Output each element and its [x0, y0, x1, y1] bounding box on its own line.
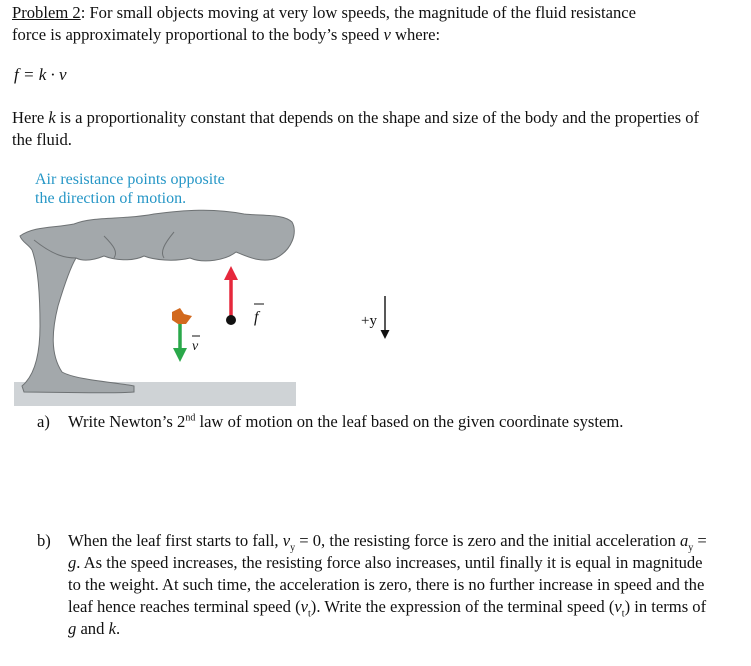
falling-leaf-figure [14, 206, 296, 406]
force-arrowhead [224, 266, 238, 280]
axis-arrow [378, 296, 392, 340]
figure-caption [35, 170, 225, 208]
part-b: b) When the leaf first starts to fall, $v_y = 0$, the resisting force is zero and the initial acceleration $a_y = g$. As the speed increases, the resisting force also increases, until finally it is equal in magnitude to the weight. At such time, the acceleration is zero, there is no further increase in speed and the leaf hence reaches terminal speed $(v_t)$. Write the expression of the terminal speed $(v_t)$ in terms of g and k. [37, 531, 707, 638]
problem-label: Problem 2 [12, 3, 81, 22]
axis-label: +y [361, 313, 377, 329]
resistance-formula: f = k · v [14, 65, 67, 84]
velocity-arrowhead [173, 348, 187, 362]
problem-intro [12, 2, 742, 46]
intro-line2a: force is approximately proportional to the body’s speed [12, 25, 384, 44]
k-symbol: k [48, 108, 56, 127]
tree-icon [20, 210, 294, 393]
intro-line2b: where: [390, 25, 441, 44]
object-dot [226, 315, 236, 325]
intro-line1: : For small objects moving at very low speeds, the magnitude of the fluid resistance [80, 3, 636, 22]
velocity-label: v [192, 339, 199, 354]
caption-line1: Air resistance points opposite [35, 171, 225, 188]
part-b-label: b) [37, 531, 51, 550]
part-a: a) Write Newton’s 2nd law of motion on the leaf based on the given coordinate system. [37, 412, 624, 431]
explanation: Here k is a proportionality constant that depends on the shape and size of the body and the properties of the fluid. [12, 108, 700, 149]
speed-symbol: v [383, 25, 391, 44]
leaf-icon [172, 308, 192, 324]
force-label: f [254, 309, 259, 326]
caption-line2: the direction of motion. [35, 190, 187, 207]
part-a-label: a) [37, 412, 50, 431]
